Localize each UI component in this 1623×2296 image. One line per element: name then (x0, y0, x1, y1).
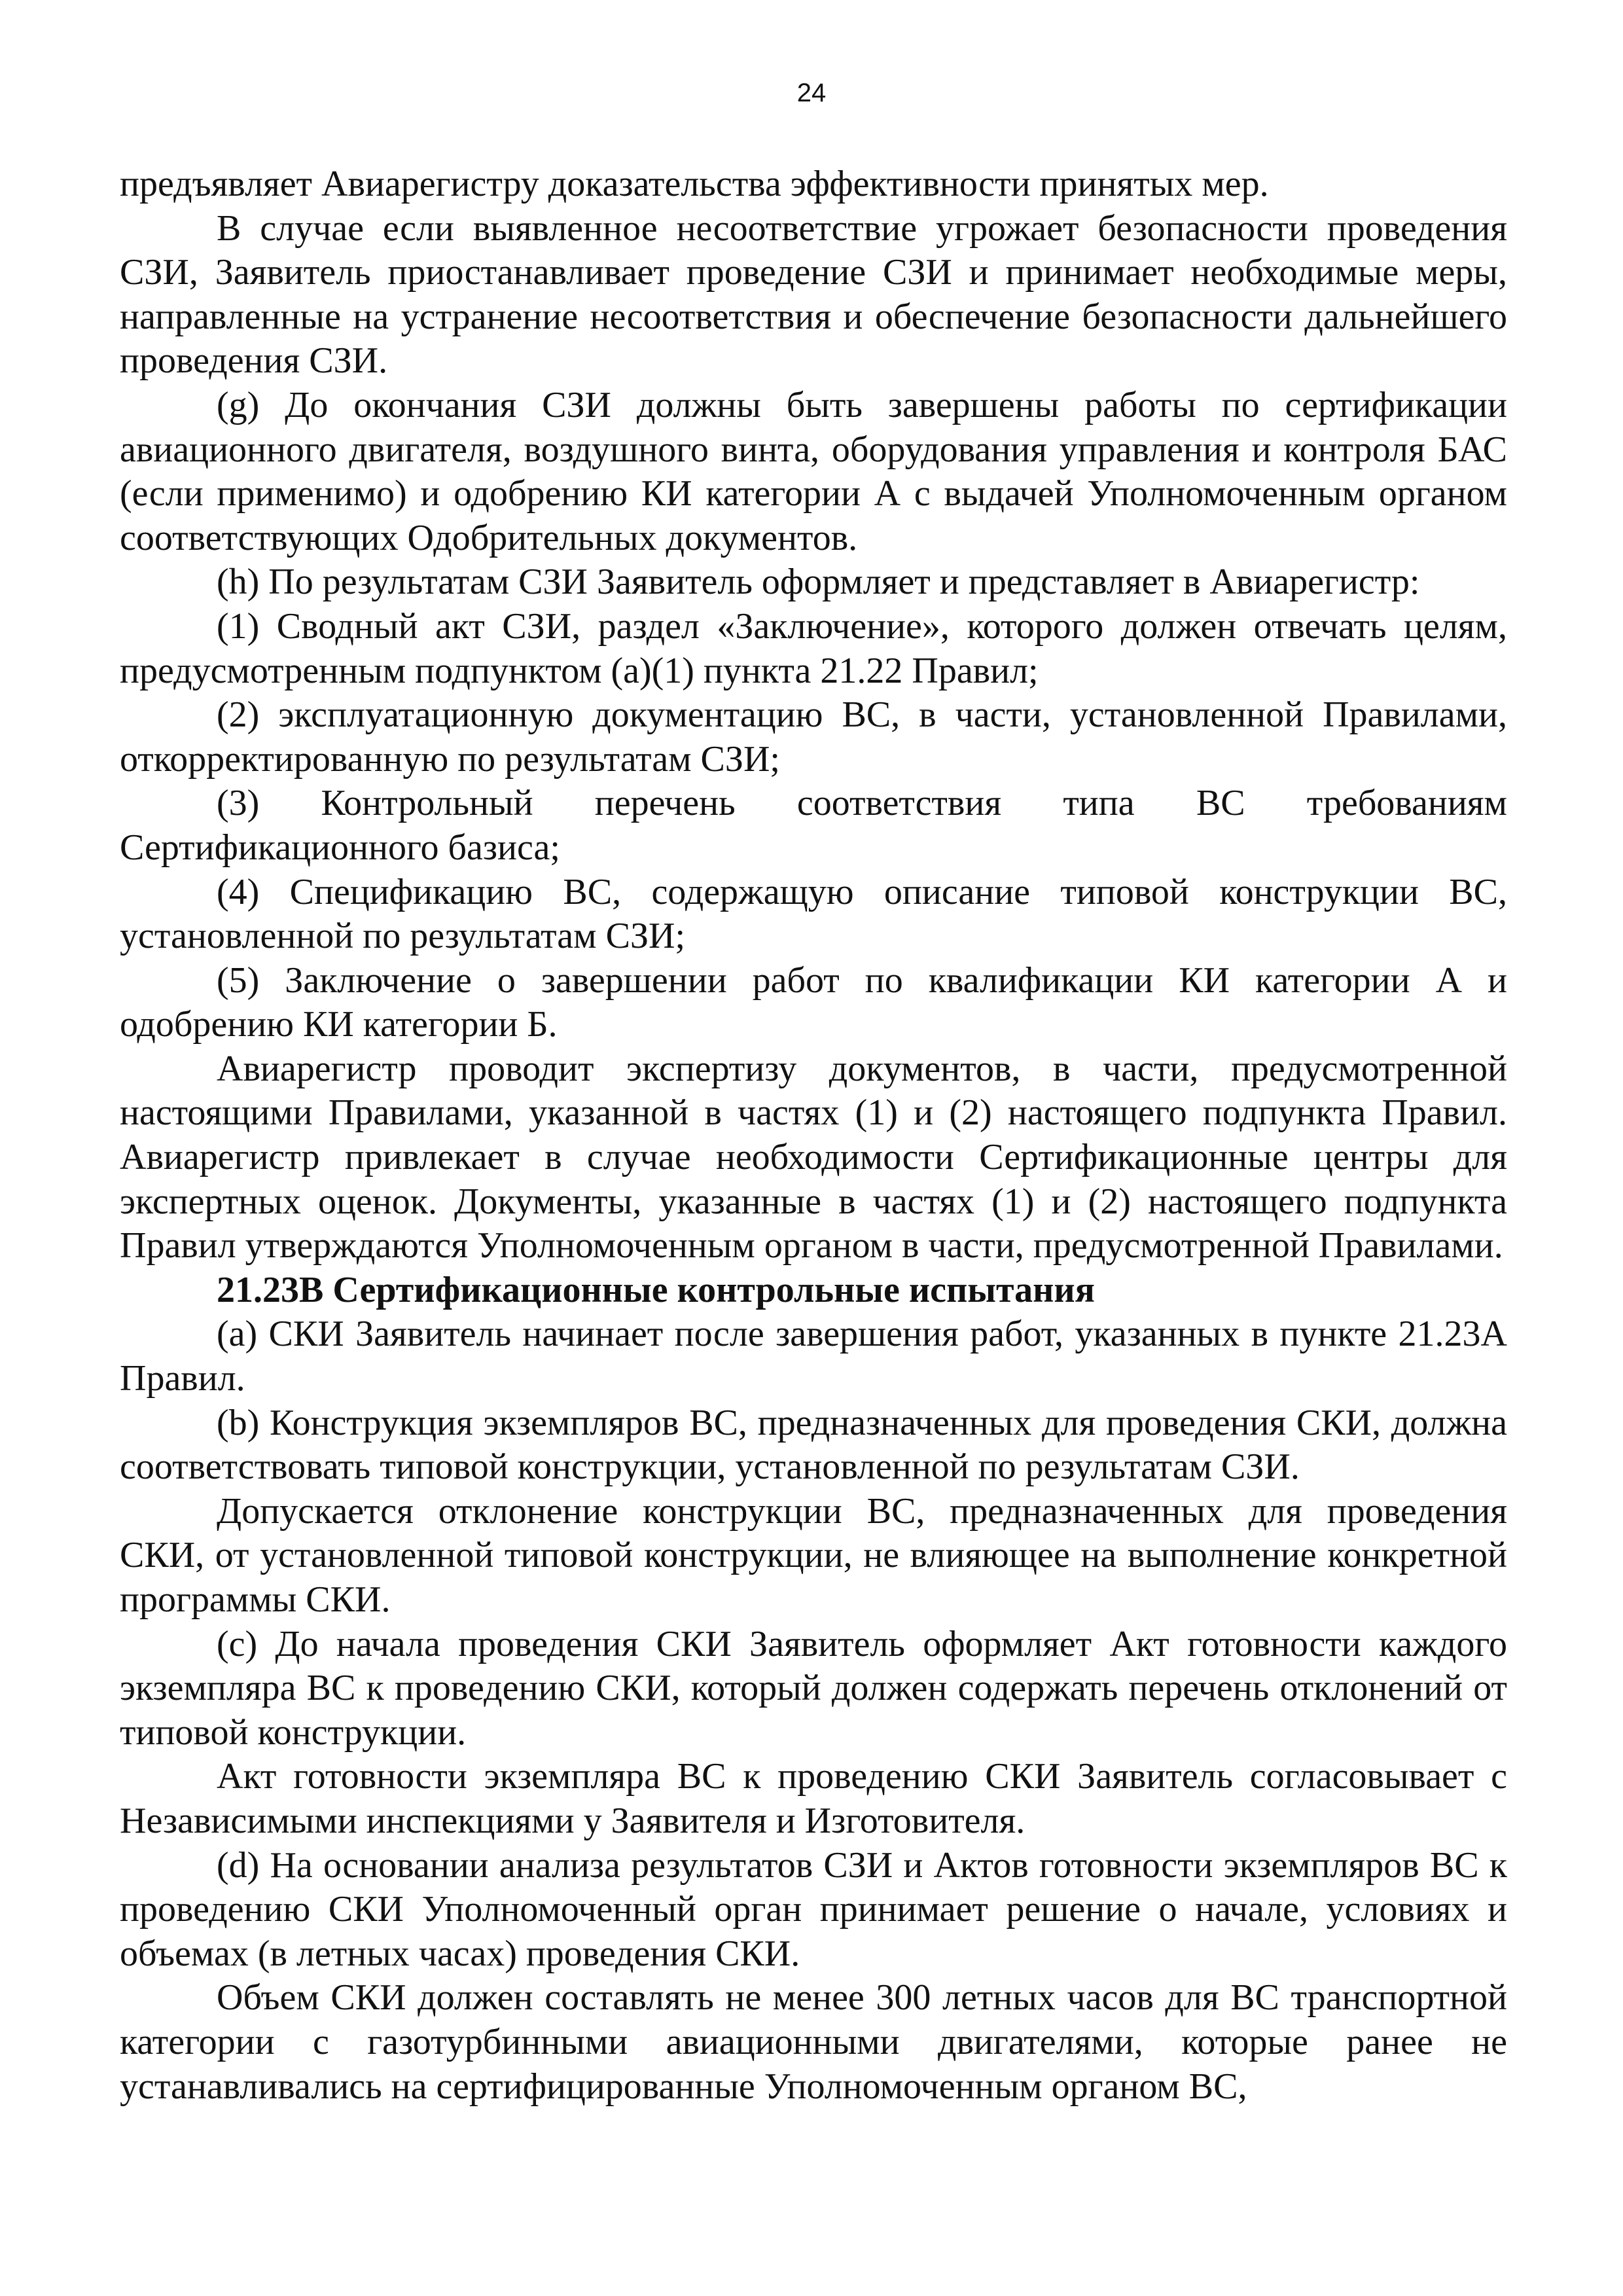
paragraph: (4) Спецификацию ВС, содержащую описание типовой конструкции ВС, установленной по результатам СЗИ; (120, 871, 1507, 957)
paragraph: Допускается отклонение конструкции ВС, предназначенных для проведения СКИ, от установленной типовой конструкции, не влияющее на выполнение конкретной программы СКИ. (120, 1490, 1507, 1620)
body-text (120, 162, 1507, 2109)
paragraph: предъявляет Авиарегистру доказательства эффективности принятых мер. (120, 164, 1269, 204)
paragraph: (1) Сводный акт СЗИ, раздел «Заключение», которого должен отвечать целям, предусмотренным подпунктом (a)(1) пункта 21.22 Правил; (120, 605, 1507, 691)
paragraph: (h) По результатам СЗИ Заявитель оформляет и представляет в Авиарегистр: (217, 562, 1420, 603)
paragraph: Авиарегистр проводит экспертизу документов, в части, предусмотренной настоящими Правилами, указанной в частях (1) и (2) настоящего подпункта Правил. Авиарегистр привлекает в случае необходимости Сертификационные центры для экспертных оценок. Документы, указанные в частях (1) и (2) настоящего подпункта Правил утверждаются Уполномоченным органом в части, предусмотренной Правилами. (120, 1048, 1507, 1266)
paragraph: (g) До окончания СЗИ должны быть завершены работы по сертификации авиационного двигателя, воздушного винта, оборудования управления и контроля БАС (если применимо) и одобрению КИ категории А с выдачей Уполномоченным органом соответствующих Одобрительных документов. (120, 384, 1507, 558)
paragraph: (d) На основании анализа результатов СЗИ и Актов готовности экземпляров ВС к проведению СКИ Уполномоченный орган принимает решение о начале, условиях и объемах (в летных часах) проведения СКИ. (120, 1844, 1507, 1974)
paragraph: (5) Заключение о завершении работ по квалификации КИ категории А и одобрению КИ категории Б. (120, 960, 1507, 1045)
paragraph: (c) До начала проведения СКИ Заявитель оформляет Акт готовности каждого экземпляра ВС к проведению СКИ, который должен содержать перечень отклонений от типовой конструкции. (120, 1623, 1507, 1753)
paragraph: (3) Контрольный перечень соответствия типа ВС требованиям Сертификационного базиса; (120, 783, 1507, 868)
section-heading: 21.23В Сертификационные контрольные испытания (217, 1269, 1095, 1310)
paragraph: Акт готовности экземпляра ВС к проведению СКИ Заявитель согласовывает с Независимыми инспекциями у Заявителя и Изготовителя. (120, 1756, 1507, 1841)
paragraph: В случае если выявленное несоответствие угрожает безопасности проведения СЗИ, Заявитель приостанавливает проведение СЗИ и принимает необходимые меры, направленные на устранение несоответствия и обеспечение безопасности дальнейшего проведения СЗИ. (120, 207, 1507, 382)
paragraph: Объем СКИ должен составлять не менее 300 летных часов для ВС транспортной категории с газотурбинными авиационными двигателями, которые ранее не устанавливались на сертифицированные Уполномоченным органом ВС, (120, 1977, 1507, 2107)
paragraph: (b) Конструкция экземпляров ВС, предназначенных для проведения СКИ, должна соответствовать типовой конструкции, установленной по результатам СЗИ. (120, 1402, 1507, 1488)
paragraph: (a) СКИ Заявитель начинает после завершения работ, указанных в пункте 21.23А Правил. (120, 1314, 1507, 1399)
page-number: 24 (796, 79, 827, 107)
paragraph: (2) эксплуатационную документацию ВС, в части, установленной Правилами, откорректированную по результатам СЗИ; (120, 694, 1507, 780)
